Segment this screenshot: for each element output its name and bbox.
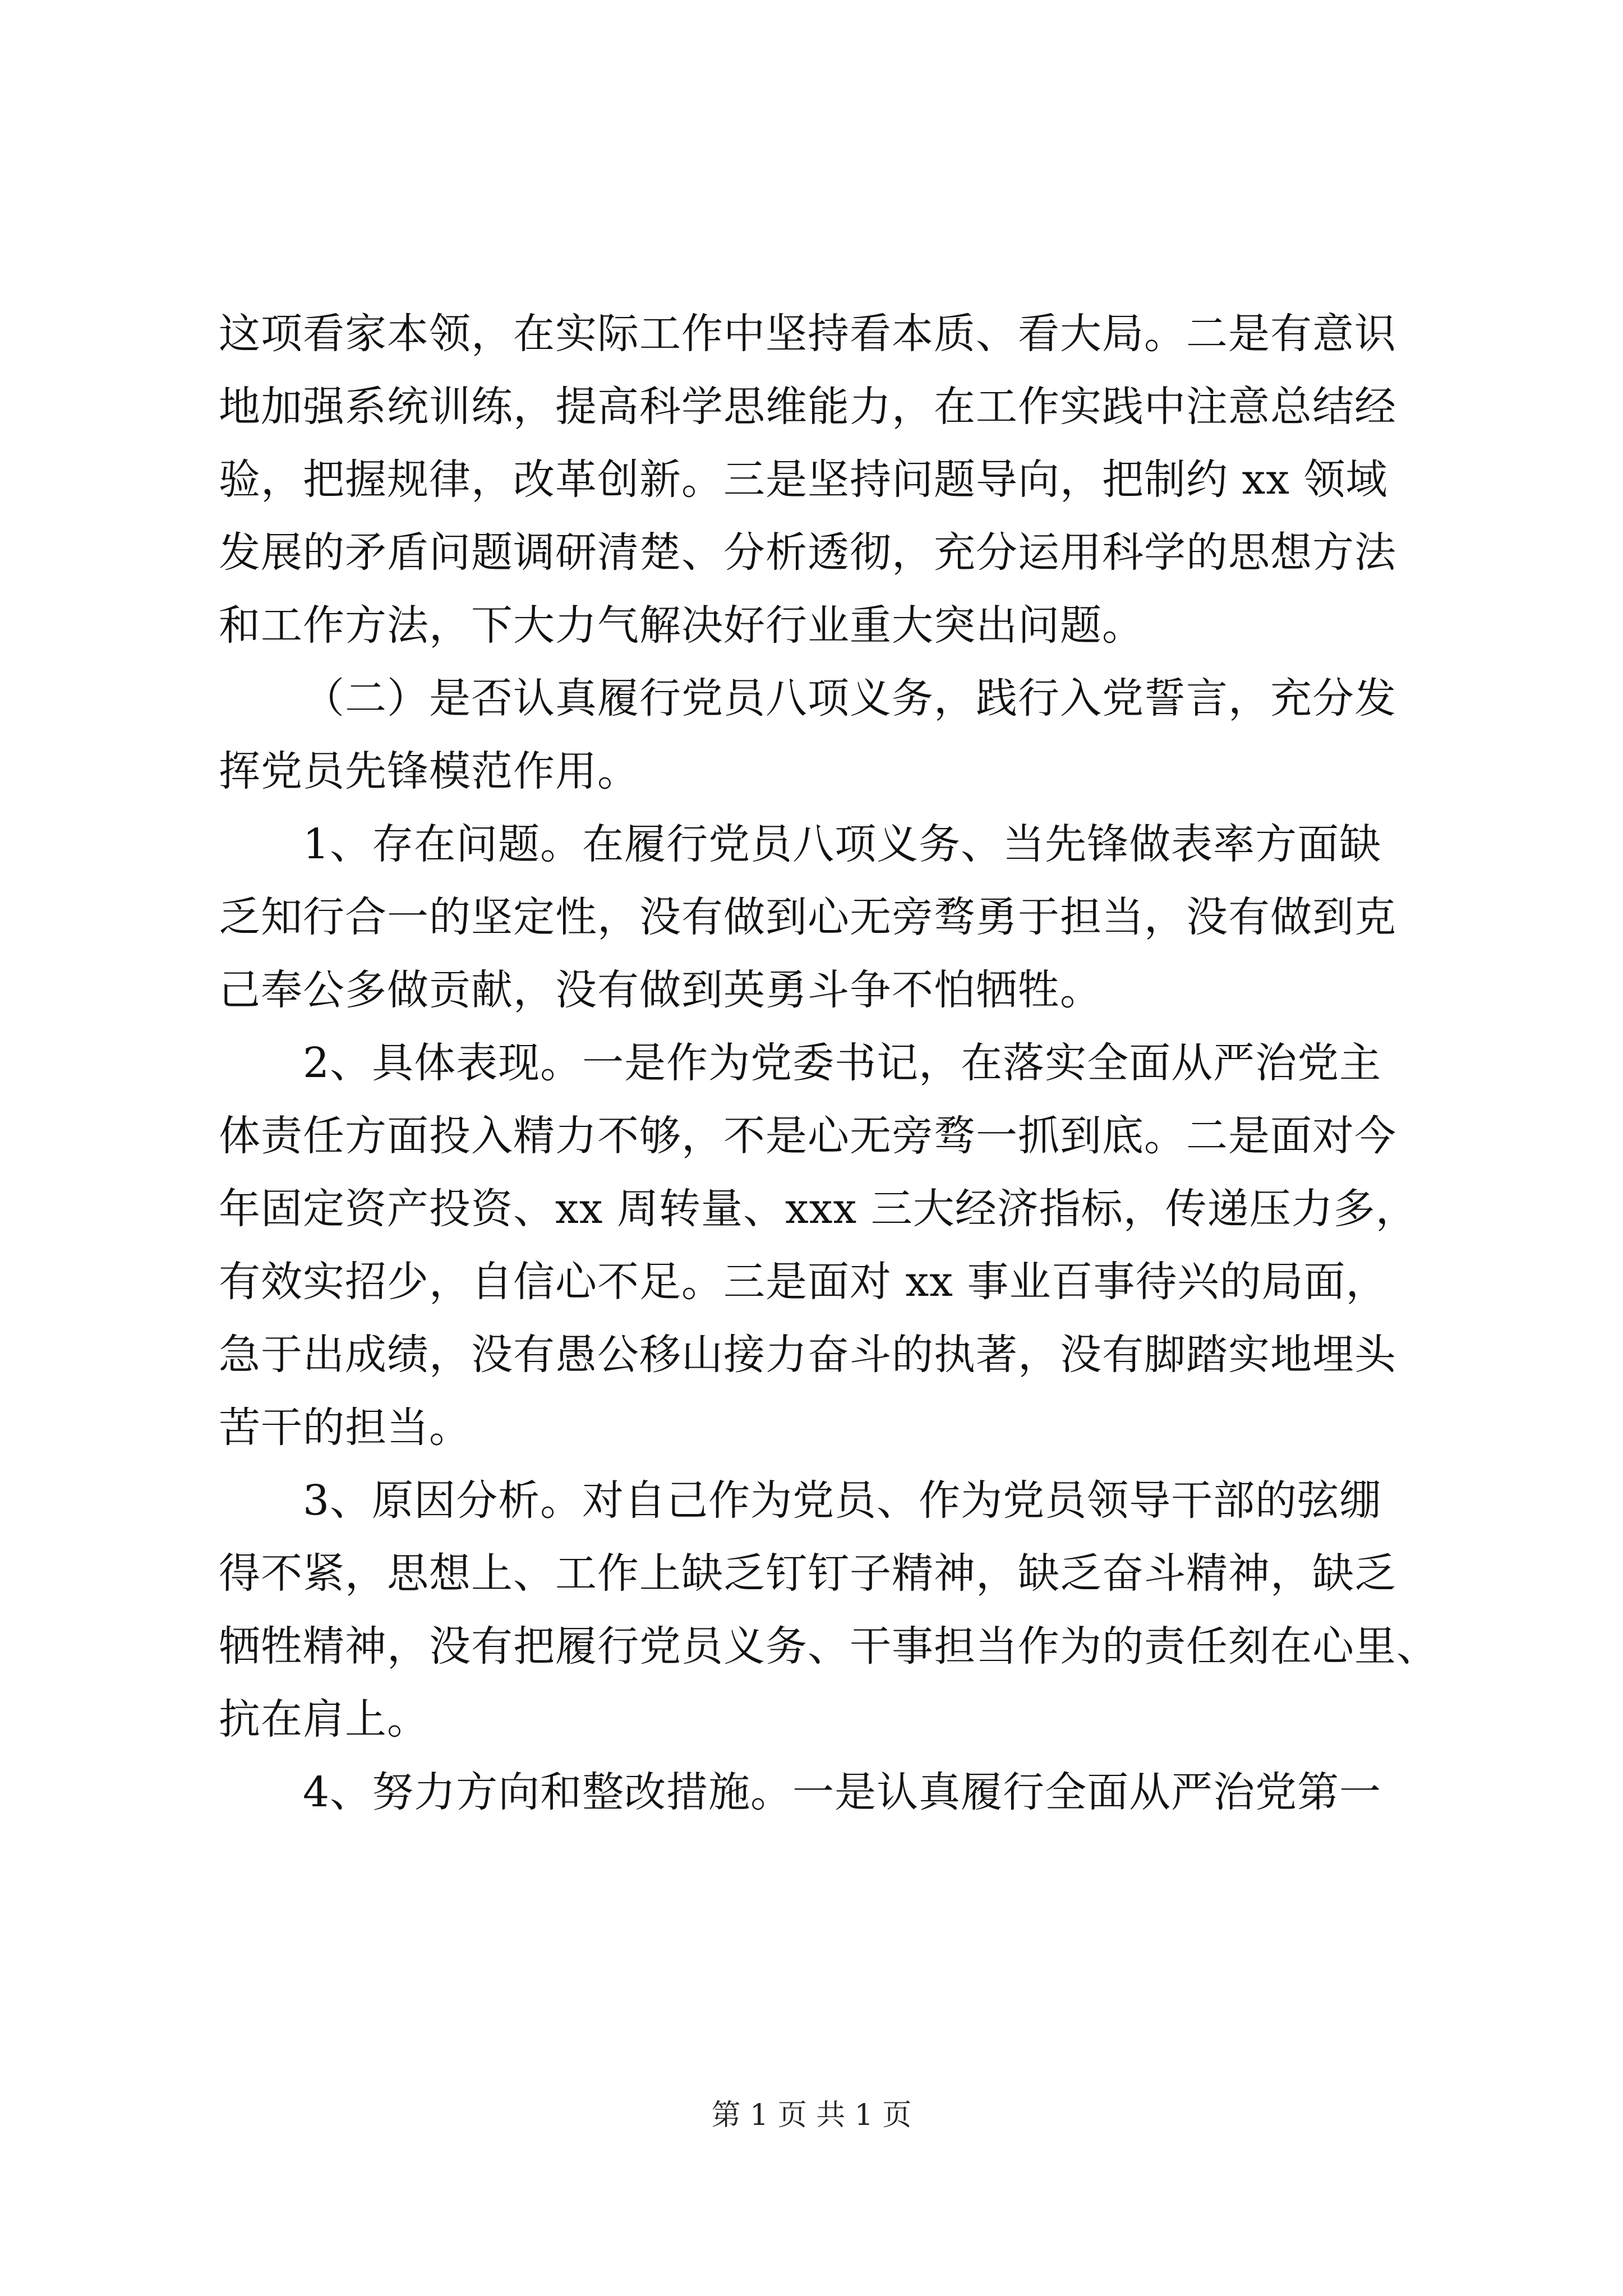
text-line: 牺牲精神，没有把履行党员义务、干事担当作为的责任刻在心里、 xyxy=(219,1622,1438,1671)
paragraph-first-line: 3、原因分析。对自己作为党员、作为党员领导干部的弦绷 xyxy=(303,1476,1382,1525)
text-line: 和工作方法，下大力气解决好行业重大突出问题。 xyxy=(219,601,1144,650)
text-line: 验，把握规律，改革创新。三是坚持问题导向，把制约 xx 领域 xyxy=(219,455,1388,504)
text-line: 得不紧，思想上、工作上缺乏钉钉子精神，缺乏奋斗精神，缺乏 xyxy=(219,1549,1396,1598)
paragraph-first-line: 4、努力方向和整改措施。一是认真履行全面从严治党第一 xyxy=(303,1768,1382,1816)
page-number-label: 第 1 页 共 1 页 xyxy=(711,2099,912,2132)
text-line: 苦干的担当。 xyxy=(219,1404,471,1452)
text-line: 急于出成绩，没有愚公移山接力奋斗的执著，没有脚踏实地埋头 xyxy=(219,1331,1396,1379)
page-footer xyxy=(0,2096,1623,2135)
text-line: 抗在肩上。 xyxy=(219,1695,429,1743)
text-line: 有效实招少，自信心不足。三是面对 xx 事业百事待兴的局面， xyxy=(219,1258,1388,1306)
section-heading-line: （二）是否认真履行党员八项义务，践行入党誓言，充分发 xyxy=(303,674,1396,723)
text-line: 发展的矛盾问题调研清楚、分析透彻，充分运用科学的思想方法 xyxy=(219,528,1396,577)
document-body xyxy=(219,297,1438,1829)
text-line: 己奉公多做贡献，没有做到英勇斗争不怕牺牲。 xyxy=(219,966,1102,1014)
paragraph-first-line: 1、存在问题。在履行党员八项义务、当先锋做表率方面缺 xyxy=(303,820,1382,868)
text-line: 这项看家本领，在实际工作中坚持看本质、看大局。二是有意识 xyxy=(219,310,1396,358)
text-line: 年固定资产投资、xx 周转量、xxx 三大经济指标，传递压力多， xyxy=(219,1185,1418,1233)
text-line: 地加强系统训练，提高科学思维能力，在工作实践中注意总结经 xyxy=(219,383,1396,431)
text-line: 体责任方面投入精力不够，不是心无旁骛一抓到底。二是面对今 xyxy=(219,1112,1396,1160)
text-line: 乏知行合一的坚定性，没有做到心无旁骛勇于担当，没有做到克 xyxy=(219,893,1396,941)
paragraph-first-line: 2、具体表现。一是作为党委书记，在落实全面从严治党主 xyxy=(303,1039,1382,1087)
section-heading-line: 挥党员先锋模范作用。 xyxy=(219,747,639,795)
